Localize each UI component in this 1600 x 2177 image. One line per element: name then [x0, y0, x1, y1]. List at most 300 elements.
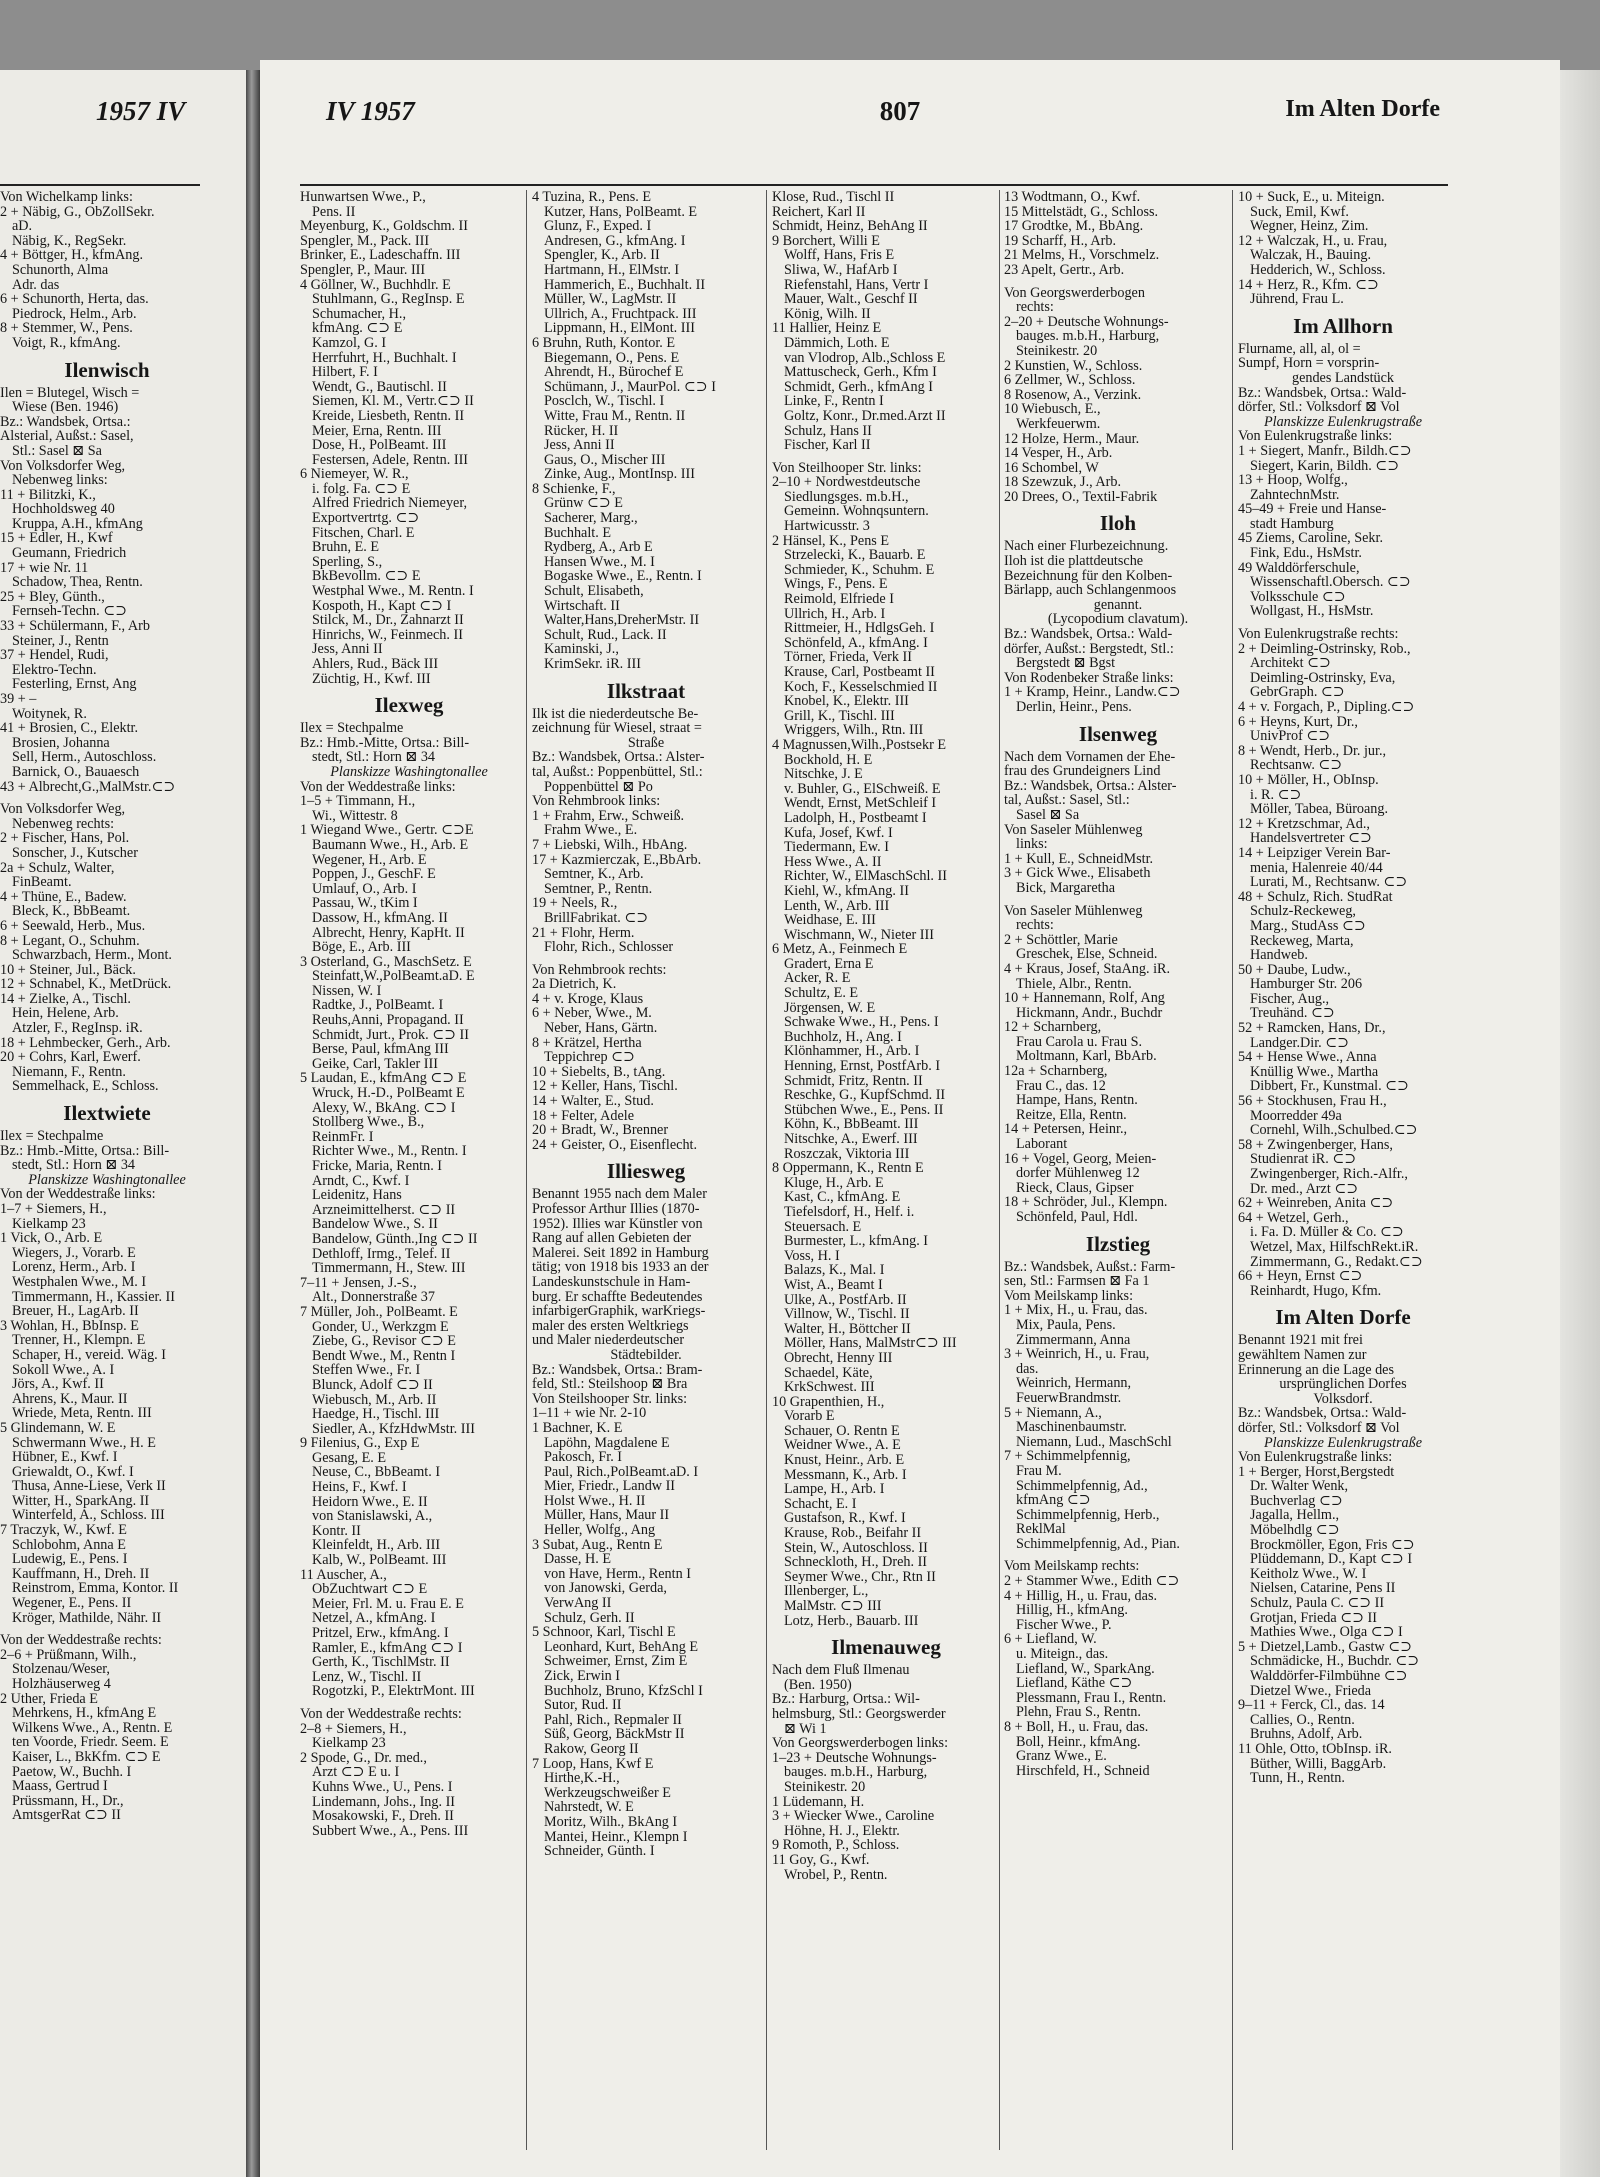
resident-entry: Steuersach. E [784, 1219, 862, 1235]
resident-entry: 9–11 + Ferck, Cl., das. 14 [1238, 1698, 1385, 1713]
resident-entry: Schwermann Wwe., H. E [12, 1435, 156, 1451]
resident-entry: zeichnung für Wiesel, straat = [532, 721, 702, 736]
resident-entry: Benannt 1955 nach dem Maler [532, 1187, 707, 1202]
resident-entry: Erinnerung an die Lage des [1238, 1362, 1395, 1378]
resident-entry: maler des ersten Weltkriegs [532, 1318, 689, 1334]
resident-entry: Ilex = Stechpalme [0, 1129, 104, 1144]
resident-entry: dörfer, Stl.: Volksdorf ⊠ Vol [1238, 400, 1400, 415]
resident-entry: 19 Scharff, H., Arb. [1004, 233, 1117, 249]
resident-entry: 14 + Zielke, A., Tischl. [0, 991, 131, 1007]
resident-entry: Schunorth, Alma [12, 262, 109, 278]
resident-entry: Nahrstedt, W. E [544, 1800, 634, 1815]
resident-entry: Kontr. II [312, 1523, 361, 1539]
street-heading: Im Alten Dorfe [1275, 1305, 1411, 1330]
resident-entry: Nach dem Fluß Ilmenau [772, 1663, 910, 1678]
resident-entry: Koch, F., Kesselschmied II [784, 679, 938, 695]
resident-entry: Kaiser, L., BkKfm. ⊂⊃ E [12, 1749, 161, 1765]
resident-entry: i. folg. Fa. ⊂⊃ E [312, 481, 411, 497]
resident-entry: Studienrat iR. ⊂⊃ [1250, 1152, 1357, 1167]
resident-entry: Wendt, Ernst, MetSchleif I [784, 796, 937, 811]
page-edge [1560, 70, 1600, 2177]
resident-entry: Fink, Edu., HsMstr. [1250, 546, 1362, 561]
resident-entry: Dose, H., PolBeamt. III [312, 438, 447, 453]
resident-entry: 1 + Berger, Horst,Bergstedt [1238, 1464, 1395, 1480]
resident-entry: das. [1016, 1361, 1039, 1377]
resident-entry: Keitholz Wwe., W. I [1250, 1566, 1367, 1582]
right-page-header-left: IV 1957 [326, 96, 415, 126]
resident-entry: 10 + Siebelts, B., tAng. [532, 1064, 666, 1080]
resident-entry: feld, Stl.: Steilshoop ⊠ Bra [532, 1377, 688, 1392]
resident-entry: Steiner, J., Rentn [12, 633, 109, 649]
resident-entry: Voss, H. I [784, 1248, 840, 1264]
resident-entry: 14 Vesper, H., Arb. [1004, 446, 1113, 461]
resident-entry: Schmidt, Jurt., Prok. ⊂⊃ II [312, 1027, 469, 1043]
resident-entry: ObZuchtwart ⊂⊃ E [312, 1582, 428, 1597]
resident-entry: 8 + Boll, H., u. Frau, das. [1004, 1720, 1149, 1735]
street-note: gendes Landstück [1291, 370, 1395, 386]
resident-entry: Plehn, Frau S., Rentn. [1016, 1705, 1141, 1720]
resident-entry: Zick, Erwin I [544, 1669, 621, 1684]
resident-entry: von Janowski, Gerda, [544, 1581, 667, 1597]
resident-entry: Ramler, E., kfmAng ⊂⊃ I [312, 1640, 463, 1656]
resident-entry: Witte, Frau M., Rentn. II [544, 408, 686, 424]
resident-entry: Mier, Friedr., Landw II [544, 1479, 676, 1494]
resident-entry: 11 Hallier, Heinz E [772, 321, 882, 336]
resident-entry: 4 + v. Kroge, Klaus [532, 991, 644, 1007]
resident-entry: Roszczak, Viktoria III [784, 1146, 910, 1162]
resident-entry: Schulz-Reckeweg, [1250, 904, 1356, 919]
resident-entry: Rogotzki, P., ElektrMont. III [312, 1684, 475, 1699]
resident-entry: 5 Laudan, E., kfmAng ⊂⊃ E [300, 1071, 467, 1087]
resident-entry: FeuerwBrandmstr. [1016, 1390, 1122, 1406]
resident-entry: Burmester, L., kfmAng. I [784, 1234, 929, 1249]
resident-entry: 43 + Albrecht,G.,MalMstr.⊂⊃ [0, 779, 176, 795]
resident-entry: Jess, Anni II [312, 642, 383, 657]
resident-entry: Lorenz, Herm., Arb. I [12, 1260, 136, 1275]
resident-entry: stedt, Stl.: Horn ⊠ 34 [312, 750, 436, 765]
resident-entry: Niemann, Lud., MaschSchl [1016, 1434, 1172, 1450]
resident-entry: 10 + Hannemann, Rolf, Ang [1004, 991, 1165, 1006]
resident-entry: Schmidt, Fritz, Rentn. II [784, 1073, 923, 1089]
resident-entry: Fischer, Karl II [784, 438, 871, 453]
resident-entry: Kreide, Liesbeth, Rentn. II [312, 408, 465, 424]
resident-entry: Lurati, M., Rechtsanw. ⊂⊃ [1250, 875, 1408, 890]
resident-entry: Wirtschaft. II [544, 598, 620, 614]
resident-entry: Buchholz, Bruno, KfzSchl I [544, 1683, 703, 1699]
resident-entry: Heins, F., Kwf. I [312, 1480, 407, 1495]
resident-entry: 1952). Illies war Künstler von [532, 1216, 703, 1232]
resident-entry: 12 Holze, Herm., Maur. [1004, 431, 1140, 447]
resident-entry: 1 + Siegert, Manfr., Bildh.⊂⊃ [1238, 443, 1412, 459]
resident-entry: Timmermann, H., Stew. III [312, 1261, 466, 1276]
resident-entry: Wiegers, J., Vorarb. E [12, 1245, 136, 1261]
resident-entry: Von Steilhooper Str. links: [772, 460, 922, 476]
resident-entry: Haedge, H., Tischl. III [312, 1407, 440, 1422]
resident-entry: 37 + Hendel, Rudi, [0, 648, 109, 663]
resident-entry: Hamburger Str. 206 [1250, 977, 1363, 992]
resident-entry: 5 + Dietzel,Lamb., Gastw ⊂⊃ [1238, 1639, 1413, 1655]
resident-entry: Ullrich, H., Arb. I [784, 606, 886, 622]
resident-entry: Prüssmann, H., Dr., [12, 1793, 124, 1809]
resident-entry: 10 + Suck, E., u. Miteign. [1238, 190, 1385, 205]
resident-entry: Boll, Heinr., kfmAng. [1016, 1734, 1141, 1750]
resident-entry: Lampe, H., Arb. I [784, 1482, 885, 1497]
resident-entry: rechts: [1016, 300, 1054, 315]
resident-entry: Ludewig, E., Pens. I [12, 1552, 128, 1567]
resident-entry: 14 + Leipziger Verein Bar- [1238, 845, 1391, 861]
resident-entry: kfmAng ⊂⊃ [1016, 1493, 1091, 1508]
resident-entry: 16 Schombel, W [1004, 460, 1099, 476]
resident-entry: kfmAng. ⊂⊃ E [312, 321, 403, 336]
resident-entry: Leonhard, Kurt, BehAng E [544, 1639, 699, 1655]
resident-entry: 8 + Krätzel, Hertha [532, 1035, 642, 1051]
resident-entry: 1 + Kramp, Heinr., Landw.⊂⊃ [1004, 685, 1181, 700]
resident-entry: Vom Meilskamp rechts: [1004, 1559, 1140, 1575]
resident-entry: Von Saseler Mühlenweg [1004, 822, 1143, 838]
resident-entry: Alexy, W., BkAng. ⊂⊃ I [312, 1100, 456, 1116]
resident-entry: Nebenweg links: [12, 473, 108, 488]
resident-entry: Süß, Georg, BäckMstr II [544, 1727, 685, 1742]
resident-entry: Dasse, H. E [544, 1552, 611, 1567]
resident-entry: Schmädicke, H., Buchdr. ⊂⊃ [1250, 1654, 1420, 1669]
resident-entry: BkBevollm. ⊂⊃ E [312, 569, 421, 585]
resident-entry: 6 + Liefland, W. [1004, 1632, 1097, 1648]
resident-entry: 10 Grapenthien, H., [772, 1394, 885, 1410]
resident-entry: Messmann, K., Arb. I [784, 1467, 907, 1483]
column-2 [532, 190, 760, 1859]
resident-entry: 21 + Flohr, Herm. [532, 925, 635, 941]
spacer [1004, 278, 1232, 286]
resident-entry: Von Volksdorfer Weg, [0, 458, 126, 474]
resident-entry: 10 Wiebusch, E., [1004, 402, 1101, 417]
resident-entry: Zinke, Aug., MontInsp. III [544, 467, 695, 482]
resident-entry: 7–11 + Jensen, J.-S., [300, 1275, 417, 1291]
resident-entry: Ahlers, Rud., Bäck III [312, 657, 439, 672]
resident-entry: 11 + Bilitzki, K., [0, 487, 96, 503]
resident-entry: Acker, R. E [784, 971, 851, 987]
resident-entry: Thusa, Anne-Liese, Verk II [12, 1479, 166, 1494]
resident-entry: Arndt, C., Kwf. I [312, 1173, 410, 1189]
resident-entry: Schulz, Gerh. II [544, 1610, 635, 1626]
resident-entry: König, Wilh. II [784, 306, 871, 322]
resident-entry: Ilex = Stechpalme [300, 721, 404, 736]
resident-entry: 6 + Heyns, Kurt, Dr., [1238, 714, 1358, 730]
resident-entry: 13 + Hoop, Wolfg., [1238, 473, 1348, 488]
resident-entry: 21 Melms, H., Vorschmelz. [1004, 248, 1160, 263]
resident-entry: Radtke, J., PolBeamt. I [312, 998, 444, 1014]
resident-entry: Mantei, Heinr., Klempn I [544, 1829, 688, 1845]
resident-entry: 6 Bruhn, Ruth, Kontor. E [532, 335, 676, 351]
resident-entry: 1–7 + Siemers, H., [0, 1202, 107, 1217]
resident-entry: Fricke, Maria, Rentn. I [312, 1159, 443, 1174]
resident-entry: Bezeichnung für den Kolben- [1004, 568, 1173, 584]
resident-entry: Stübchen Wwe., E., Pens. II [784, 1102, 944, 1118]
resident-entry: 7 + Liebski, Wilh., HbAng. [532, 837, 688, 853]
resident-entry: Greschek, Else, Schneid. [1016, 947, 1158, 962]
resident-entry: Schaedel, Käte, [784, 1365, 873, 1381]
header-rule-left [0, 184, 200, 186]
street-heading: Ilkstraat [606, 678, 686, 703]
resident-entry: Wist, A., Beamt I [784, 1277, 883, 1293]
street-heading: Ilsenweg [1078, 721, 1158, 746]
resident-entry: Spengler, M., Pack. III [300, 233, 430, 249]
resident-entry: Von Eulenkrugstraße links: [1238, 1450, 1393, 1465]
resident-entry: Von Steilshooper Str. links: [532, 1391, 688, 1407]
resident-entry: Alsterial, Außst.: Sasel, [0, 429, 134, 444]
resident-entry: 2 + Schöttler, Marie [1004, 932, 1118, 948]
resident-entry: 25 + Bley, Günth., [0, 589, 105, 605]
spacer [300, 1699, 518, 1707]
resident-entry: 45–49 + Freie und Hanse- [1238, 502, 1387, 517]
street-heading: Ilmenauweg [831, 1635, 941, 1660]
resident-entry: helmsburg, Stl.: Georgswerder [772, 1706, 946, 1722]
resident-entry: 4 + Böttger, H., kfmAng. [0, 248, 143, 263]
resident-entry: Werkfeuerwm. [1016, 416, 1101, 432]
resident-entry: Hess Wwe., A. II [784, 854, 882, 870]
resident-entry: 20 + Cohrs, Karl, Ewerf. [0, 1050, 141, 1065]
resident-entry: Lenth, W., Arb. III [784, 898, 890, 914]
resident-entry: Zimmermann, Anna [1016, 1332, 1131, 1348]
resident-entry: Bockhold, H. E [784, 752, 873, 768]
resident-entry: AmtsgerRat ⊂⊃ II [12, 1808, 121, 1823]
street-note: (Lycopodium clavatum). [1047, 612, 1189, 628]
resident-entry: Goltz, Konr., Dr.med.Arzt II [784, 408, 946, 424]
resident-entry: Wiese (Ben. 1946) [12, 400, 119, 415]
resident-entry: Möller, Tabea, Büroang. [1250, 802, 1389, 817]
street-note: Städtebilder. [610, 1347, 682, 1363]
resident-entry: Schweimer, Ernst, Zim E [544, 1654, 688, 1669]
resident-entry: Von Eulenkrugstraße rechts: [1238, 627, 1399, 642]
resident-entry: Bz.: Hmb.-Mitte, Ortsa.: Bill- [0, 1143, 170, 1159]
resident-entry: Höhne, H. J., Elektr. [784, 1823, 900, 1839]
resident-entry: 3 + Wiecker Wwe., Caroline [772, 1809, 935, 1824]
resident-entry: Bruhn, E. E [312, 540, 379, 555]
map-reference: Planskizze Eulenkrugstraße [1263, 1435, 1422, 1451]
resident-entry: Sacherer, Marg., [544, 511, 638, 526]
left-page-header: 1957 IV [96, 96, 186, 126]
resident-entry: Festersen, Adele, Rentn. III [312, 452, 469, 468]
resident-entry: Schönfeld, A., kfmAng. I [784, 635, 928, 651]
resident-entry: Klose, Rud., Tischl II [772, 190, 895, 205]
resident-entry: Von der Weddestraße rechts: [0, 1633, 162, 1648]
resident-entry: Fischer Wwe., P. [1016, 1617, 1112, 1633]
resident-entry: ten Voorde, Friedr. Seem. E [12, 1735, 169, 1750]
street-note: Volksdorf. [1313, 1391, 1373, 1407]
resident-entry: Wissenschaftl.Obersch. ⊂⊃ [1250, 575, 1411, 590]
resident-entry: 50 + Daube, Ludw., [1238, 962, 1351, 978]
resident-entry: Rang auf allen Gebieten der [532, 1231, 692, 1246]
resident-entry: 45 Ziems, Caroline, Sekr. [1238, 531, 1384, 547]
resident-entry: Bz.: Wandsbek, Ortsa.: Wald- [1004, 627, 1173, 642]
resident-entry: Hirthe,K.-H., [544, 1771, 620, 1786]
resident-entry: Bendt Wwe., M., Rentn I [312, 1348, 456, 1364]
resident-entry: 15 Mittelstädt, G., Schloss. [1004, 204, 1159, 220]
resident-entry: Stollberg Wwe., B., [312, 1115, 425, 1130]
resident-entry: Jörgensen, W. E [784, 1000, 876, 1016]
column-1 [300, 190, 518, 1838]
resident-entry: Festerling, Ernst, Ang [12, 677, 137, 692]
resident-entry: 1 + Mix, H., u. Frau, das. [1004, 1303, 1148, 1318]
resident-entry: 8 Rosenow, A., Verzink. [1004, 387, 1142, 403]
resident-entry: Bz.: Wandsbek, Ortsa.: Wald- [1238, 1406, 1407, 1421]
resident-entry: Hartwicusstr. 3 [784, 519, 870, 534]
resident-entry: Schumacher, H., [312, 306, 406, 322]
resident-entry: Alt., Donnerstraße 37 [312, 1290, 435, 1305]
resident-entry: 4 Göllner, W., Buchhdlr. E [300, 277, 451, 293]
resident-entry: dorfer Mühlenweg 12 [1016, 1166, 1140, 1181]
resident-entry: ⊠ Wi 1 [784, 1721, 827, 1737]
resident-entry: Büther, Willi, BaggArb. [1250, 1756, 1387, 1772]
resident-entry: Schwarzbach, Herm., Mont. [12, 948, 172, 963]
resident-entry: Kleinfeldt, H., Arb. III [312, 1538, 441, 1554]
resident-entry: Wegener, E., Pens. II [12, 1596, 132, 1611]
resident-entry: Dämmich, Loth. E [784, 335, 890, 351]
resident-entry: Riefenstahl, Hans, Vertr I [784, 277, 929, 293]
resident-entry: Baumann Wwe., H., Arb. E [312, 837, 469, 853]
resident-entry: Mosakowski, F., Dreh. II [312, 1809, 454, 1824]
resident-entry: Rieck, Claus, Gipser [1016, 1180, 1134, 1196]
resident-entry: Schimmelpfennig, Ad., [1016, 1478, 1148, 1494]
resident-entry: Ahrens, K., Maur. II [12, 1391, 128, 1407]
resident-entry: Reckeweg, Marta, [1250, 933, 1354, 949]
spacer [0, 1625, 214, 1633]
resident-entry: Wetzel, Max, HilfschRekt.iR. [1250, 1239, 1419, 1255]
resident-entry: 2 + Näbig, G., ObZollSekr. [0, 204, 155, 220]
resident-entry: Gradert, Erna E [784, 956, 874, 972]
resident-entry: Wegner, Heinz, Zim. [1250, 219, 1369, 234]
resident-entry: Kuhns Wwe., U., Pens. I [312, 1779, 453, 1795]
resident-entry: Hein, Helene, Arb. [12, 1006, 119, 1022]
resident-entry: Meier, Frl. M. u. Frau E. E [312, 1596, 464, 1612]
resident-entry: Sperling, S., [312, 554, 383, 570]
resident-entry: Jess, Anni II [544, 438, 615, 453]
resident-entry: Landeskunstschule in Ham- [532, 1274, 691, 1290]
resident-entry: 4 + Hillig, H., u. Frau, das. [1004, 1588, 1158, 1604]
resident-entry: Brockmöller, Egon, Fris ⊂⊃ [1250, 1537, 1415, 1553]
resident-entry: Von Georgswerderbogen links: [772, 1736, 949, 1751]
resident-entry: Geike, Carl, Takler III [312, 1056, 438, 1072]
resident-entry: 17 Grodtke, M., BbAng. [1004, 219, 1144, 234]
resident-entry: Liefland, Käthe ⊂⊃ [1016, 1676, 1133, 1691]
resident-entry: 12 + Schnabel, K., MetDrück. [0, 977, 172, 992]
resident-entry: infarbigerGraphik, warKriegs- [532, 1304, 706, 1319]
resident-entry: 18 + Schröder, Jul., Klempn. [1004, 1195, 1168, 1210]
resident-entry: Moltmann, Karl, BbArb. [1016, 1049, 1157, 1065]
resident-entry: Sliwa, W., HafArb I [784, 262, 898, 278]
resident-entry: Holst Wwe., H. II [544, 1493, 646, 1509]
resident-entry: tal, Außst.: Sasel, Stl.: [1004, 793, 1130, 808]
resident-entry: Meier, Erna, Rentn. III [312, 423, 442, 439]
resident-entry: Schümann, J., MaurPol. ⊂⊃ I [544, 379, 716, 395]
resident-entry: 2 + Deimling-Ostrinsky, Rob., [1238, 641, 1411, 657]
resident-entry: Hunwartsen Wwe., P., [300, 190, 426, 205]
resident-entry: Wrobel, P., Rentn. [784, 1867, 888, 1883]
resident-entry: 20 Drees, O., Textil-Fabrik [1004, 489, 1158, 505]
resident-entry: Tunn, H., Rentn. [1250, 1771, 1345, 1786]
column-divider [1232, 190, 1233, 2150]
resident-entry: von Have, Herm., Rentn I [544, 1566, 691, 1582]
resident-entry: 2 Hänsel, K., Pens E [772, 533, 890, 549]
resident-entry: 7 Traczyk, W., Kwf. E [0, 1523, 127, 1538]
resident-entry: Stein, W., Autoschloss. II [784, 1540, 928, 1556]
resident-entry: 19 + Neels, R., [532, 896, 618, 911]
resident-entry: Kiehl, W., kfmAng. II [784, 883, 909, 899]
resident-entry: v. Buhler, G., ElSchweiß. E [784, 781, 941, 797]
resident-entry: 1 + Frahm, Erw., Schweiß. [532, 808, 685, 824]
resident-entry: Piedrock, Helm., Arb. [12, 306, 137, 322]
resident-entry: Frahm Wwe., E. [544, 823, 638, 838]
resident-entry: Nitschke, A., Ewerf. III [784, 1132, 918, 1147]
resident-entry: Nebenweg rechts: [12, 816, 115, 832]
resident-entry: Mathies Wwe., Olga ⊂⊃ I [1250, 1625, 1403, 1640]
resident-entry: Schult, Elisabeth, [544, 584, 644, 599]
resident-entry: Wolff, Hans, Fris E [784, 248, 895, 263]
resident-entry: 41 + Brosien, C., Elektr. [0, 721, 139, 736]
resident-entry: 13 Wodtmann, O., Kwf. [1004, 190, 1141, 205]
resident-entry: Poppenbüttel ⊠ Po [544, 779, 653, 795]
resident-entry: Knust, Heinr., Arb. E [784, 1453, 905, 1468]
map-reference: Planskizze Washingtonallee [28, 1172, 186, 1188]
resident-entry: Dassow, H., kfmAng. II [312, 910, 448, 926]
resident-entry: Semtner, K., Arb. [544, 867, 644, 882]
resident-entry: Netzel, A., kfmAng. I [312, 1611, 436, 1626]
resident-entry: 4 + v. Forgach, P., Dipling.⊂⊃ [1238, 700, 1415, 715]
resident-entry: Schmidt, Heinz, BehAng II [772, 219, 928, 234]
resident-entry: Meyenburg, K., Goldschm. II [300, 219, 468, 234]
resident-entry: Paetow, W., Buchh. I [12, 1764, 132, 1780]
resident-entry: Weidhase, E. III [784, 913, 876, 928]
resident-entry: Glunz, F., Exped. I [544, 219, 652, 234]
resident-entry: 10 + Steiner, Jul., Bäck. [0, 962, 136, 978]
street-heading: Im Allhorn [1293, 313, 1393, 338]
resident-entry: Kospoth, H., Kapt ⊂⊃ I [312, 598, 452, 614]
resident-entry: Nach einer Flurbezeichnung. [1004, 539, 1169, 555]
resident-entry: Bleck, K., BbBeamt. [12, 904, 131, 919]
resident-entry: Balazs, K., Mal. I [784, 1263, 885, 1278]
resident-entry: Ilen = Blutegel, Wisch = [0, 385, 140, 401]
resident-entry: KrkSchwest. III [784, 1380, 875, 1395]
resident-entry: 4 + Thüne, E., Badew. [0, 889, 127, 905]
resident-entry: Zimmermann, G., Redakt.⊂⊃ [1250, 1254, 1423, 1270]
resident-entry: 12 + Keller, Hans, Tischl. [532, 1079, 678, 1095]
resident-entry: rechts: [1016, 918, 1054, 933]
resident-entry: Vorarb E [784, 1409, 835, 1424]
resident-entry: Thiele, Albr., Rentn. [1016, 976, 1132, 992]
resident-entry: Kielkamp 23 [12, 1216, 86, 1232]
resident-entry: Niemann, F., Rentn. [12, 1064, 126, 1080]
resident-entry: Elektro-Techn. [12, 662, 97, 678]
resident-entry: Kamzol, G. I [312, 335, 387, 351]
resident-entry: Nitschke, J. E [784, 767, 863, 782]
resident-entry: Schultz, E. E [784, 986, 859, 1001]
resident-entry: Pahl, Rich., Repmaler II [544, 1712, 682, 1728]
resident-entry: Bick, Margaretha [1016, 880, 1116, 896]
resident-entry: Exportvertrtg. ⊂⊃ [312, 511, 420, 526]
resident-entry: 14 + Petersen, Heinr., [1004, 1122, 1128, 1138]
resident-entry: Iloh ist die plattdeutsche [1004, 554, 1144, 569]
resident-entry: menia, Halenreie 40/44 [1250, 860, 1383, 876]
resident-entry: 3 Osterland, G., MaschSetz. E [300, 954, 472, 970]
resident-entry: Schulz, Paula C. ⊂⊃ II [1250, 1596, 1385, 1611]
resident-entry: 54 + Hense Wwe., Anna [1238, 1050, 1377, 1065]
resident-entry: Stl.: Sasel ⊠ Sa [12, 443, 102, 459]
resident-entry: von Stanislawski, A., [312, 1509, 433, 1524]
resident-entry: 12 + Scharnberg, [1004, 1020, 1102, 1035]
resident-entry: 12a + Scharnberg, [1004, 1064, 1108, 1079]
resident-entry: Biegemann, O., Pens. E [544, 350, 680, 366]
resident-entry: Wischmann, W., Nieter III [784, 927, 934, 943]
resident-entry: Trenner, H., Klempn. E [12, 1333, 146, 1348]
